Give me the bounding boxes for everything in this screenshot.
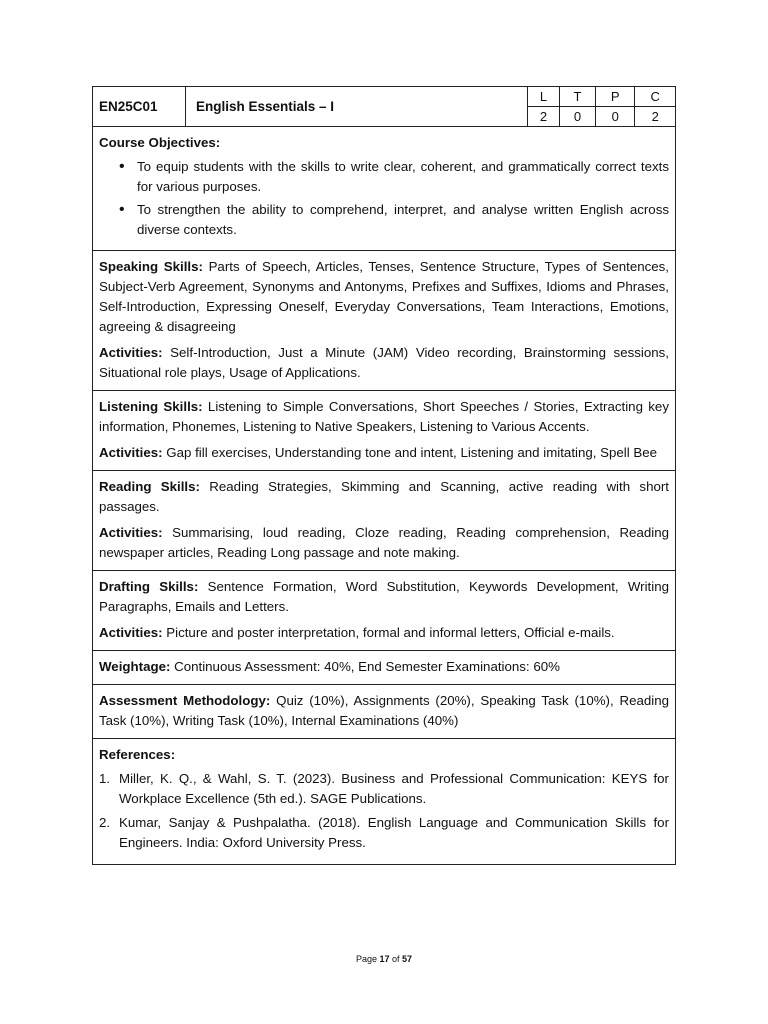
reference-number: 2. bbox=[99, 815, 111, 830]
speaking-section bbox=[93, 251, 676, 391]
speaking-activities: Self-Introduction, Just a Minute (JAM) Video recording, Brainstorming sessions, Situational role plays, Usage of Applications. bbox=[99, 345, 669, 380]
objective-item: • To strengthen the ability to comprehend, interpret, and analyse written English across diverse contexts. bbox=[119, 200, 669, 240]
listening-row bbox=[93, 391, 676, 471]
references-list bbox=[99, 769, 669, 853]
objectives-title: Course Objectives: bbox=[99, 135, 221, 150]
reading-label: Reading Skills: bbox=[99, 479, 200, 494]
page-of-word: of bbox=[392, 954, 400, 964]
reference-item bbox=[99, 813, 669, 853]
objectives-row bbox=[93, 127, 676, 251]
course-header-row bbox=[93, 87, 676, 127]
assessment-row bbox=[93, 685, 676, 739]
objectives-list bbox=[99, 157, 669, 240]
page-total: 57 bbox=[402, 954, 413, 964]
ltpc-header-c: C bbox=[635, 87, 675, 107]
ltpc-header-l: L bbox=[528, 87, 559, 107]
listening-topics: Listening to Simple Conversations, Short Speeches / Stories, Extracting key information, Phonemes, Listening to Native Speakers, Listening to Various Accents. bbox=[99, 399, 669, 434]
drafting-label: Drafting Skills: bbox=[99, 579, 199, 594]
syllabus-table bbox=[92, 86, 676, 865]
assessment-section bbox=[93, 685, 676, 739]
page-word: Page bbox=[355, 954, 377, 964]
reading-topics: Reading Strategies, Skimming and Scanning, active reading with short passages. bbox=[99, 479, 669, 514]
speaking-label: Speaking Skills: bbox=[99, 259, 203, 274]
reading-activities-label: Activities: bbox=[99, 525, 163, 540]
ltpc-header-t: T bbox=[559, 87, 595, 107]
drafting-activities-label: Activities: bbox=[99, 625, 163, 640]
course-code: EN25C01 bbox=[93, 87, 186, 127]
reference-item bbox=[99, 769, 669, 809]
reference-text: Kumar, Sanjay & Pushpalatha. (2018). English Language and Communication Skills for Engineers. India: Oxford University Press. bbox=[119, 815, 669, 850]
ltpc-value-l: 2 bbox=[539, 109, 548, 124]
ltpc-cell bbox=[528, 87, 676, 127]
drafting-section bbox=[93, 571, 676, 651]
reference-number: 1. bbox=[99, 771, 111, 786]
page-current: 17 bbox=[379, 954, 390, 964]
drafting-row bbox=[93, 571, 676, 651]
ltpc-value-c: 2 bbox=[635, 107, 675, 127]
listening-section bbox=[93, 391, 676, 471]
reference-text: Miller, K. Q., & Wahl, S. T. (2023). Business and Professional Communication: KEYS for Workplace Excellence (5th ed.). SAGE Publications. bbox=[119, 771, 669, 806]
references-title: References: bbox=[99, 747, 176, 762]
references-section bbox=[93, 739, 676, 865]
drafting-topics: Sentence Formation, Word Substitution, Keywords Development, Writing Paragraphs, Emails and Letters. bbox=[99, 579, 669, 614]
speaking-activities-label: Activities: bbox=[99, 345, 163, 360]
weightage-label: Weightage: bbox=[99, 659, 171, 674]
assessment-text: Quiz (10%), Assignments (20%), Speaking Task (10%), Reading Task (10%), Writing Task (10%), Internal Examinations (40%) bbox=[99, 693, 669, 728]
assessment-label: Assessment Methodology: bbox=[99, 693, 271, 708]
speaking-row bbox=[93, 251, 676, 391]
syllabus-page bbox=[92, 86, 675, 865]
weightage-section bbox=[93, 651, 676, 685]
listening-activities-label: Activities: bbox=[99, 445, 163, 460]
speaking-topics: Parts of Speech, Articles, Tenses, Sentence Structure, Types of Sentences, Subject-Verb Agreement, Synonyms and Antonyms, Prefixes and Suffixes, Idioms and Phrases, Self-Introduction, Expressing Oneself, Everyday Conversations, Team Interactions, Emotions, agreeing & disagreeing bbox=[99, 259, 669, 334]
listening-label: Listening Skills: bbox=[99, 399, 203, 414]
course-title: English Essentials – I bbox=[186, 87, 528, 127]
page-footer bbox=[0, 954, 768, 964]
reading-section bbox=[93, 471, 676, 571]
reading-row bbox=[93, 471, 676, 571]
drafting-activities: Picture and poster interpretation, formal and informal letters, Official e-mails. bbox=[166, 625, 615, 640]
reading-activities: Summarising, loud reading, Cloze reading, Reading comprehension, Reading newspaper articles, Reading Long passage and note making. bbox=[99, 525, 669, 560]
ltpc-header-p: P bbox=[596, 87, 635, 107]
objectives-section bbox=[93, 127, 676, 251]
references-row bbox=[93, 739, 676, 865]
weightage-row bbox=[93, 651, 676, 685]
ltpc-grid bbox=[528, 87, 675, 126]
ltpc-value-t: 0 bbox=[559, 107, 595, 127]
objective-item: • To equip students with the skills to write clear, coherent, and grammatically correct texts for various purposes. bbox=[119, 157, 669, 197]
listening-activities: Gap fill exercises, Understanding tone and intent, Listening and imitating, Spell Bee bbox=[166, 445, 658, 460]
weightage-text: Continuous Assessment: 40%, End Semester Examinations: 60% bbox=[174, 659, 560, 674]
ltpc-value-p: 0 bbox=[596, 107, 635, 127]
